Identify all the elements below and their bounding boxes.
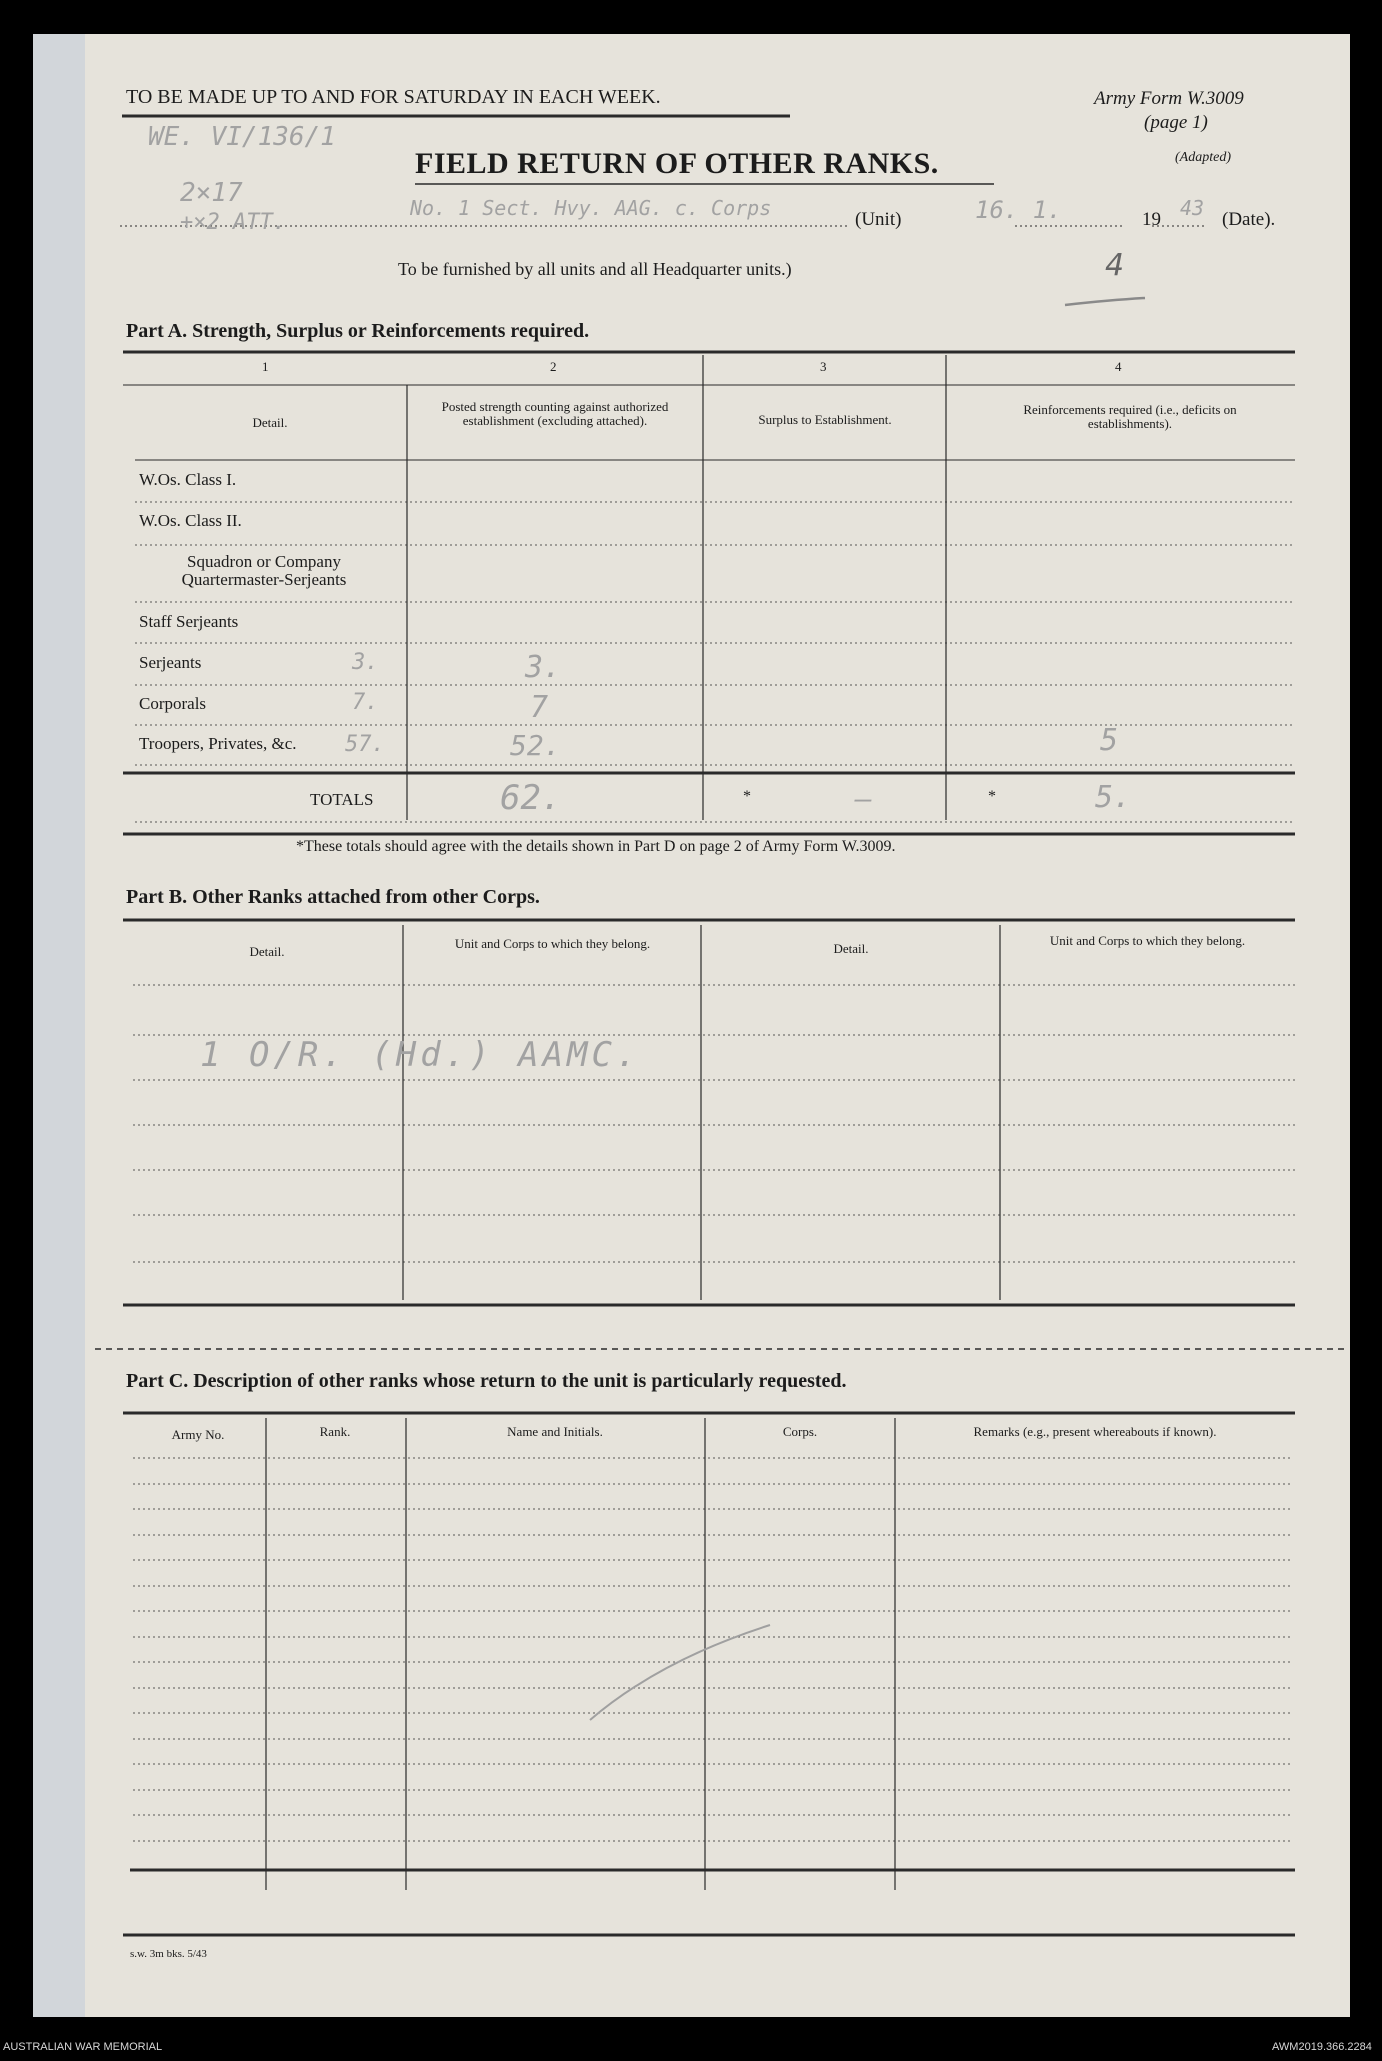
est-serjeants: 3. bbox=[352, 650, 379, 675]
header-surplus: Surplus to Establishment. bbox=[758, 412, 892, 427]
totals-reinf: 5. bbox=[1095, 780, 1132, 815]
handwritten-unit: No. 1 Sect. Hvy. AAG. c. Corps bbox=[410, 196, 772, 220]
partb-header-detail-2: Detail. bbox=[833, 941, 869, 956]
row-wo-class-1: W.Os. Class I. bbox=[139, 470, 237, 489]
part-c-title: Part C. Description of other ranks whose return to the unit is particularly requested. bbox=[126, 1370, 847, 1392]
row-wo-class-2: W.Os. Class II. bbox=[139, 511, 242, 530]
handwritten-date: 16. 1. bbox=[975, 196, 1062, 224]
form-number: Army Form W.3009 bbox=[1094, 88, 1244, 109]
part-b-title: Part B. Other Ranks attached from other Corps. bbox=[126, 886, 540, 908]
row-corporals: Corporals bbox=[139, 694, 207, 713]
partc-header-remarks: Remarks (e.g., present whereabouts if known). bbox=[973, 1424, 1217, 1439]
handwritten-note-1: 2×17 bbox=[180, 178, 243, 208]
handwritten-year: 43 bbox=[1180, 196, 1205, 220]
part-a-title: Part A. Strength, Surplus or Reinforcements required. bbox=[126, 320, 590, 342]
unit-label: (Unit) bbox=[855, 209, 902, 230]
year-prefix: 19 bbox=[1142, 209, 1161, 230]
adapted-label: (Adapted) bbox=[1175, 150, 1231, 165]
partc-header-army-no: Army No. bbox=[171, 1427, 225, 1442]
partc-header-corps: Corps. bbox=[782, 1424, 818, 1439]
date-label: (Date). bbox=[1222, 209, 1276, 230]
handwritten-mark: 4 bbox=[1105, 248, 1125, 283]
part-a-footnote: *These totals should agree with the details shown in Part D on page 2 of Army Form W.3009. bbox=[296, 838, 896, 855]
footer-institution: AUSTRALIAN WAR MEMORIAL bbox=[3, 2041, 163, 2053]
posted-corporals: 7 bbox=[530, 690, 549, 725]
est-corporals: 7. bbox=[352, 690, 379, 715]
partb-header-detail-1: Detail. bbox=[249, 944, 285, 959]
handwritten-reference: WE. VI/136/1 bbox=[148, 122, 336, 152]
row-troopers: Troopers, Privates, &c. bbox=[139, 734, 297, 753]
footer-accession: AWM2019.366.2284 bbox=[1272, 2041, 1372, 2053]
est-troopers: 57. bbox=[345, 732, 385, 757]
totals-label: TOTALS bbox=[310, 790, 374, 809]
partc-header-name: Name and Initials. bbox=[507, 1424, 603, 1439]
posted-serjeants: 3. bbox=[525, 650, 562, 685]
totals-posted: 62. bbox=[500, 778, 562, 818]
surplus-asterisk: * bbox=[743, 788, 751, 805]
reinf-asterisk: * bbox=[988, 788, 996, 805]
partc-header-rank: Rank. bbox=[319, 1424, 351, 1439]
page-number: (page 1) bbox=[1144, 112, 1208, 133]
header-detail: Detail. bbox=[252, 415, 288, 430]
col-number-2: 2 bbox=[550, 359, 557, 374]
partb-header-unit-2: Unit and Corps to which they belong. bbox=[1049, 933, 1246, 948]
col-number-3: 3 bbox=[820, 359, 827, 374]
col-number-1: 1 bbox=[262, 359, 269, 374]
row-staff-serjeants: Staff Serjeants bbox=[139, 612, 239, 631]
print-code: s.w. 3m bks. 5/43 bbox=[130, 1948, 207, 1960]
row-cqms: Squadron or Company Quartermaster-Serjeants bbox=[181, 552, 347, 589]
header-posted-strength: Posted strength counting against authorized establishment (excluding attached). bbox=[441, 399, 669, 428]
partb-header-unit-1: Unit and Corps to which they belong. bbox=[454, 936, 651, 951]
subtitle: To be furnished by all units and all Headquarter units.) bbox=[398, 259, 792, 279]
handwritten-note-2: +×2 ATT. bbox=[180, 210, 286, 235]
col-number-4: 4 bbox=[1115, 359, 1122, 374]
totals-surplus: – bbox=[855, 782, 872, 815]
reinf-troopers: 5 bbox=[1100, 723, 1119, 758]
row-serjeants: Serjeants bbox=[139, 653, 202, 672]
partb-handwritten-entry: 1 O/R. (Hd.) AAMC. bbox=[200, 1035, 641, 1075]
weekly-instruction: TO BE MADE UP TO AND FOR SATURDAY IN EACH WEEK. bbox=[126, 86, 661, 108]
header-reinforcements: Reinforcements required (i.e., deficits on establishments). bbox=[1023, 402, 1237, 431]
posted-troopers: 52. bbox=[510, 729, 561, 762]
page-title: FIELD RETURN OF OTHER RANKS. bbox=[415, 147, 939, 180]
